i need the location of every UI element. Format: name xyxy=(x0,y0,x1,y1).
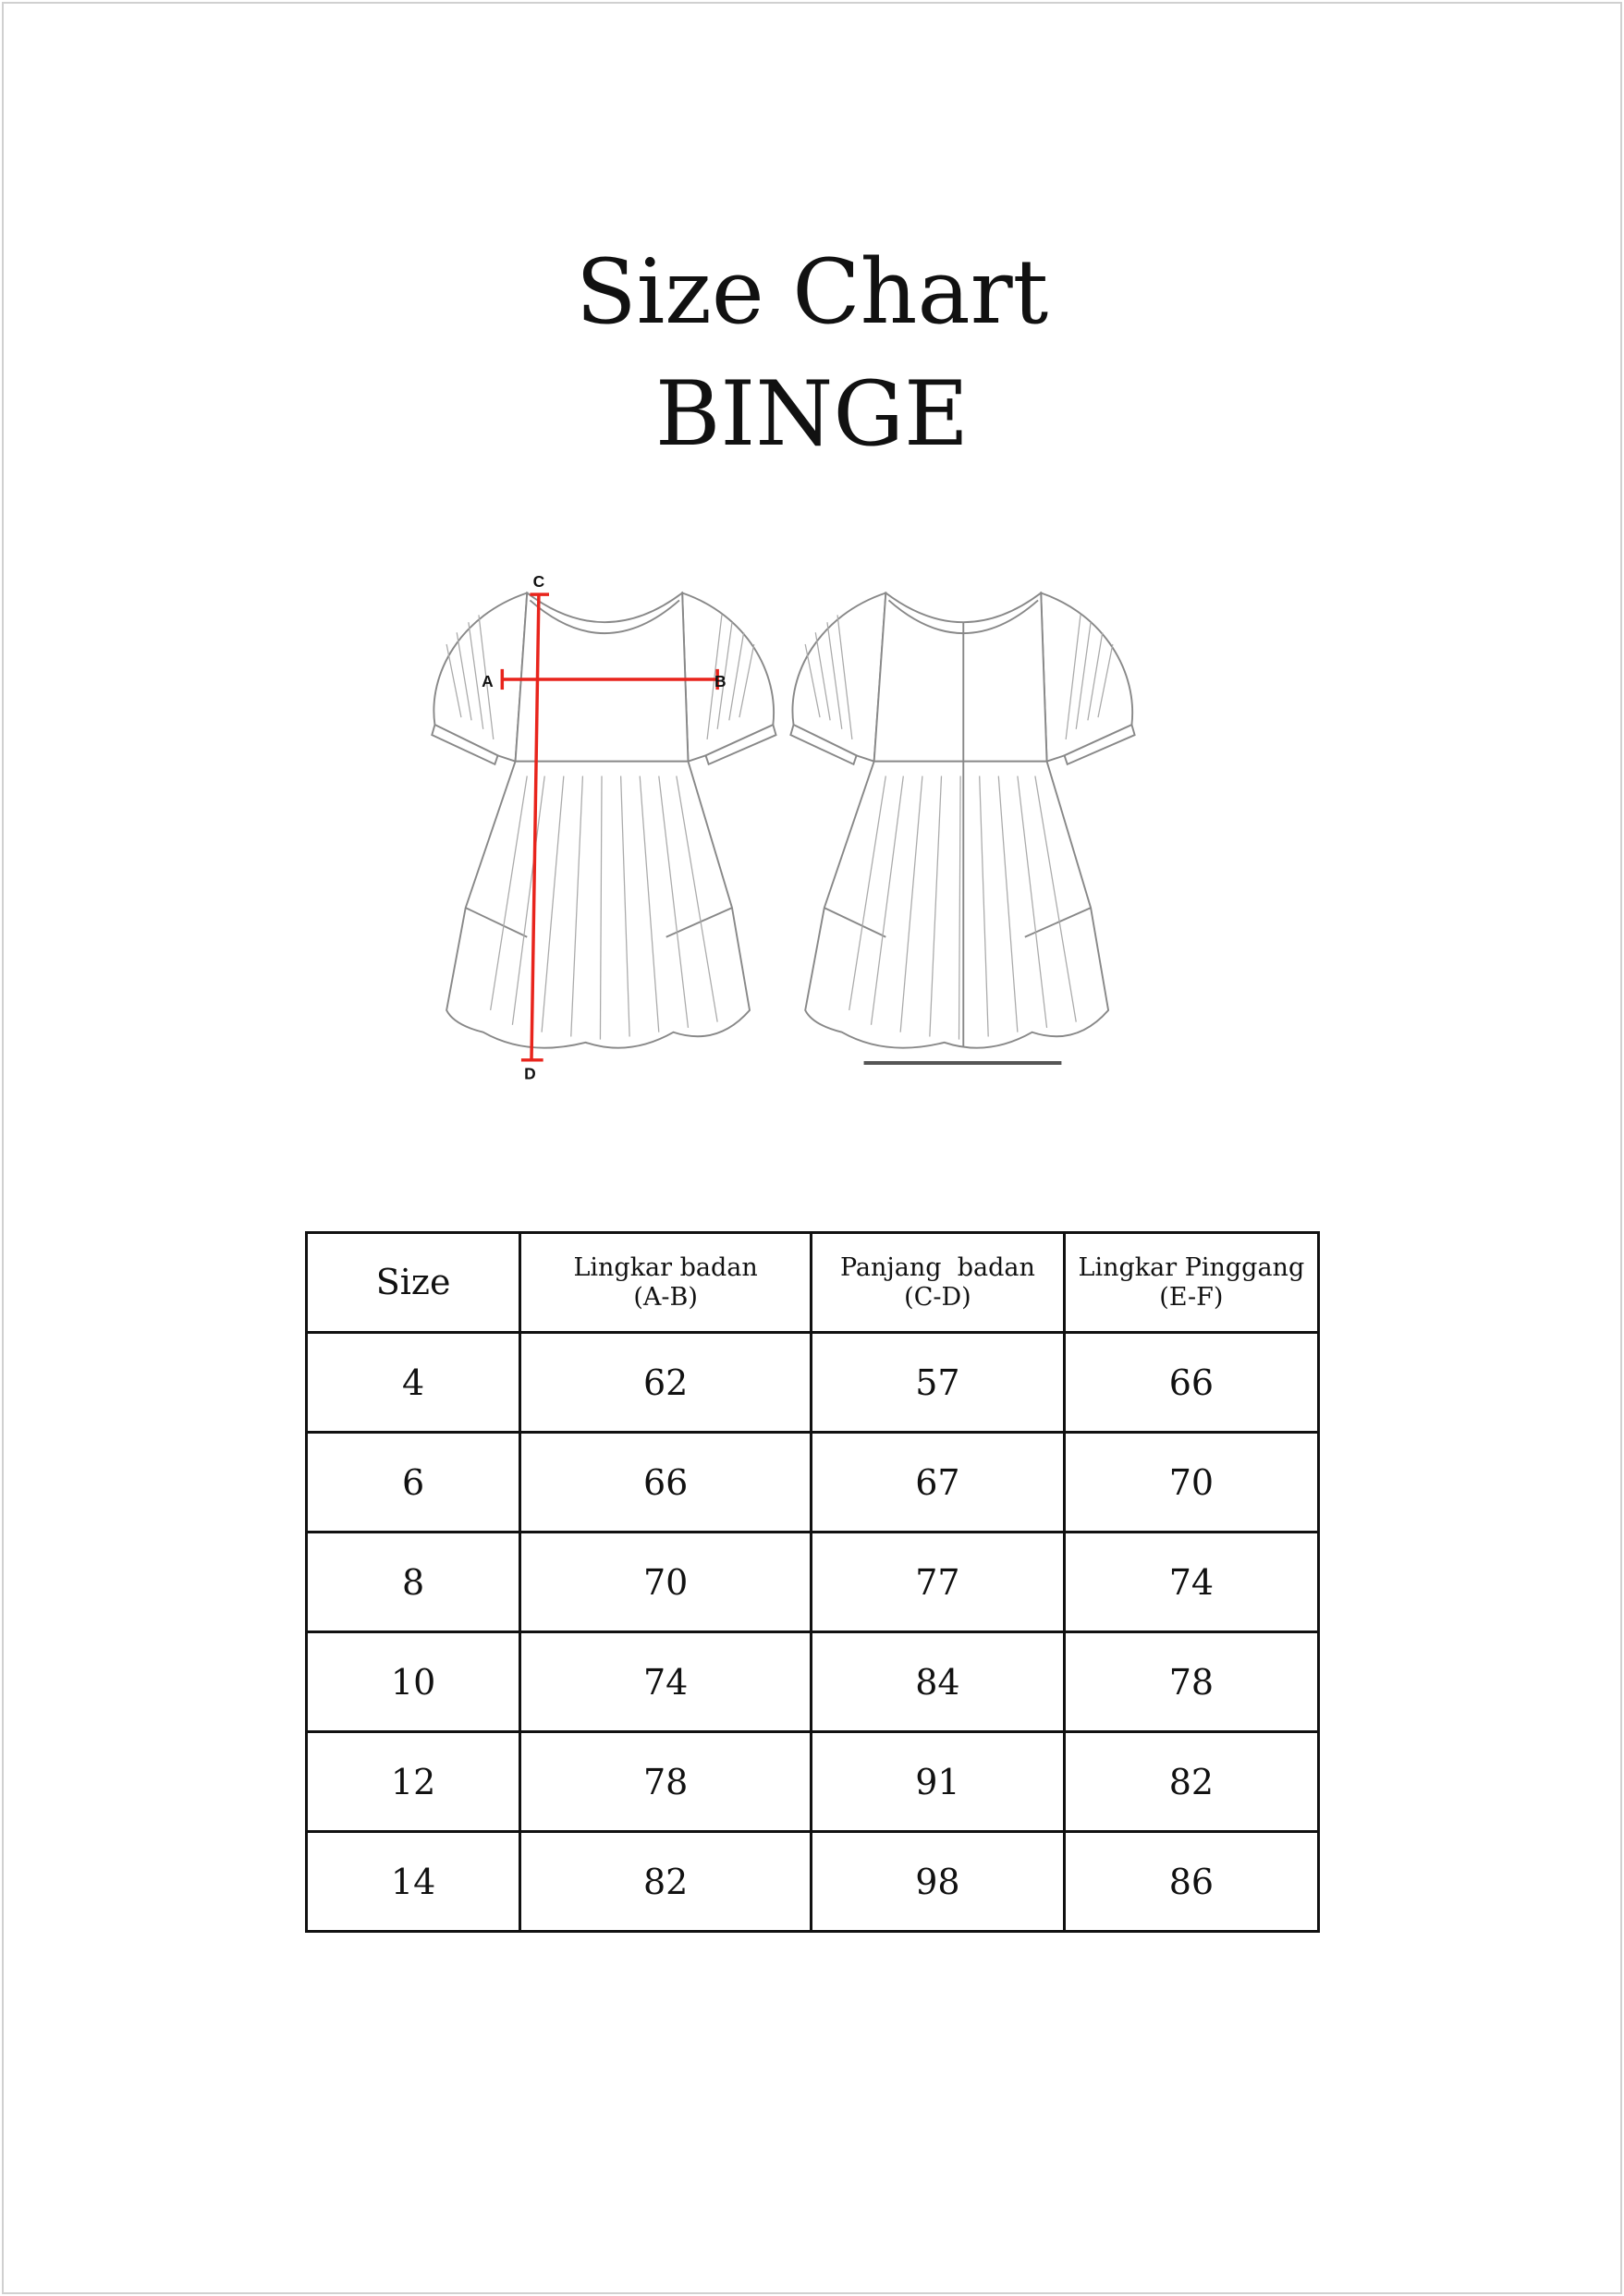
cell-lingkar-pinggang: 70 xyxy=(1064,1433,1318,1533)
header-size: Size xyxy=(307,1233,520,1333)
cell-panjang-badan: 91 xyxy=(812,1732,1065,1832)
cell-size: 12 xyxy=(307,1732,520,1832)
header-code: (C-D) xyxy=(904,1282,971,1312)
front-dress-icon xyxy=(432,593,775,1048)
table-row xyxy=(307,1632,1319,1732)
cell-lingkar-badan: 70 xyxy=(520,1533,812,1632)
cell-panjang-badan: 57 xyxy=(812,1333,1065,1433)
cell-size: 6 xyxy=(307,1433,520,1533)
cell-size: 14 xyxy=(307,1832,520,1932)
cell-lingkar-badan: 78 xyxy=(520,1732,812,1832)
page-title: Size Chart xyxy=(575,240,1049,344)
cell-lingkar-pinggang: 86 xyxy=(1064,1832,1318,1932)
cell-lingkar-pinggang: 82 xyxy=(1064,1732,1318,1832)
cell-size: 10 xyxy=(307,1632,520,1732)
label-b: B xyxy=(714,671,727,690)
header-label: Lingkar Pinggang xyxy=(1078,1253,1305,1283)
table-row xyxy=(307,1832,1319,1932)
cell-lingkar-pinggang: 74 xyxy=(1064,1533,1318,1632)
product-name: BINGE xyxy=(654,362,970,466)
header-code: (A-B) xyxy=(633,1282,698,1312)
table-row xyxy=(307,1533,1319,1632)
cell-lingkar-badan: 62 xyxy=(520,1333,812,1433)
table-row xyxy=(307,1732,1319,1832)
cell-lingkar-badan: 82 xyxy=(520,1832,812,1932)
header-code: (E-F) xyxy=(1159,1282,1224,1312)
cell-panjang-badan: 98 xyxy=(812,1832,1065,1932)
header-label: Panjang badan xyxy=(839,1253,1035,1283)
label-c: C xyxy=(532,572,545,592)
label-d: D xyxy=(524,1064,536,1083)
size-table xyxy=(305,1231,1320,1933)
cell-size: 4 xyxy=(307,1333,520,1433)
cell-lingkar-badan: 74 xyxy=(520,1632,812,1732)
table-row xyxy=(307,1333,1319,1433)
cell-lingkar-pinggang: 66 xyxy=(1064,1333,1318,1433)
table-header-row xyxy=(307,1233,1319,1333)
header-lingkar-pinggang xyxy=(1064,1233,1318,1333)
cell-panjang-badan: 84 xyxy=(812,1632,1065,1732)
cell-lingkar-badan: 66 xyxy=(520,1433,812,1533)
cell-size: 8 xyxy=(307,1533,520,1632)
back-dress-icon xyxy=(790,593,1134,1063)
header-lingkar-badan xyxy=(520,1233,812,1333)
header-label: Lingkar badan xyxy=(573,1253,758,1283)
header-panjang-badan xyxy=(812,1233,1065,1333)
label-a: A xyxy=(482,671,494,690)
cell-panjang-badan: 67 xyxy=(812,1433,1065,1533)
cell-lingkar-pinggang: 78 xyxy=(1064,1632,1318,1732)
cell-panjang-badan: 77 xyxy=(812,1533,1065,1632)
table-row xyxy=(307,1433,1319,1533)
